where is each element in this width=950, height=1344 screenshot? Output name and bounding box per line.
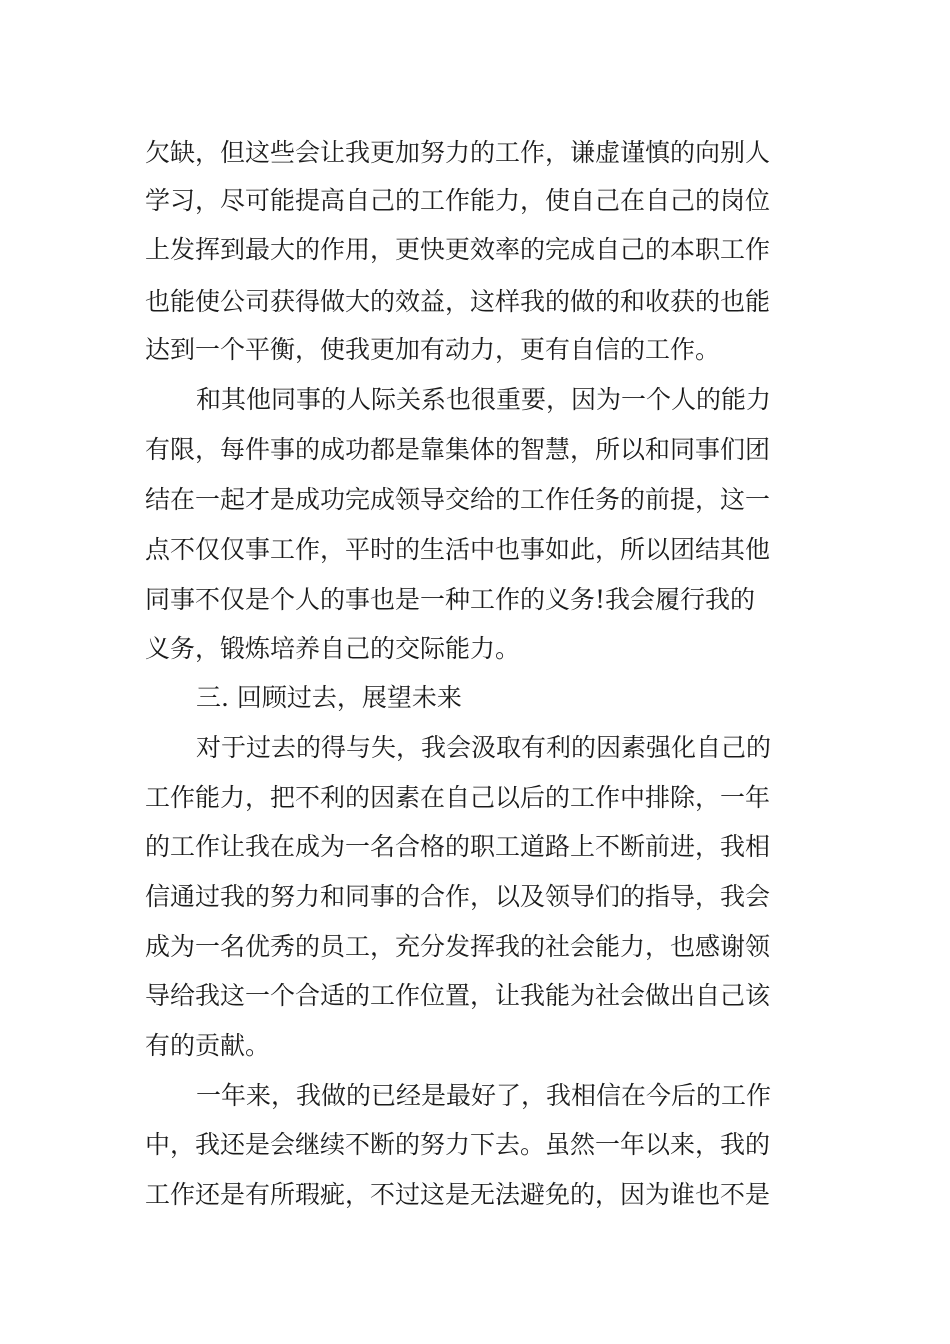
paragraph-line: 和其他同事的人际关系也很重要，因为一个人的能力 [196,385,772,414]
paragraph-line: 对于过去的得与失，我会汲取有利的因素强化自己的 [196,733,772,762]
paragraph-line: 义务，锻炼培养自己的交际能力。 [145,634,521,663]
paragraph-line: 达到一个平衡，使我更加有动力，更有自信的工作。 [145,335,721,364]
paragraph-line: 导给我这一个合适的工作位置，让我能为社会做出自己该 [145,981,771,1010]
paragraph-line: 同事不仅是个人的事也是一种工作的义务!我会履行我的 [145,585,756,614]
paragraph-line: 点不仅仅事工作，平时的生活中也事如此，所以团结其他 [145,535,771,564]
section-heading: 三. 回顾过去，展望未来 [196,683,462,712]
paragraph-line: 学习，尽可能提高自己的工作能力，使自己在自己的岗位 [145,186,771,215]
paragraph-line: 结在一起才是成功完成领导交给的工作任务的前提，这一 [145,485,771,514]
paragraph-line: 成为一名优秀的员工，充分发挥我的社会能力，也感谢领 [145,932,771,961]
paragraph-line: 有限，每件事的成功都是靠集体的智慧，所以和同事们团 [145,435,771,464]
paragraph-line: 的工作让我在成为一名合格的职工道路上不断前进，我相 [145,832,771,861]
paragraph-line: 信通过我的努力和同事的合作，以及领导们的指导，我会 [145,882,771,911]
paragraph-line: 欠缺，但这些会让我更加努力的工作，谦虚谨慎的向别人 [145,138,771,167]
paragraph-line: 工作还是有所瑕疵，不过这是无法避免的，因为谁也不是 [145,1180,771,1209]
paragraph-line: 上发挥到最大的作用，更快更效率的完成自己的本职工作 [145,235,771,264]
paragraph-line: 有的贡献。 [145,1031,271,1060]
paragraph-line: 一年来，我做的已经是最好了，我相信在今后的工作 [196,1081,772,1110]
paragraph-line: 工作能力，把不利的因素在自己以后的工作中排除，一年 [145,783,771,812]
paragraph-line: 中，我还是会继续不断的努力下去。虽然一年以来，我的 [145,1130,771,1159]
paragraph-line: 也能使公司获得做大的效益，这样我的做的和收获的也能 [145,287,771,316]
